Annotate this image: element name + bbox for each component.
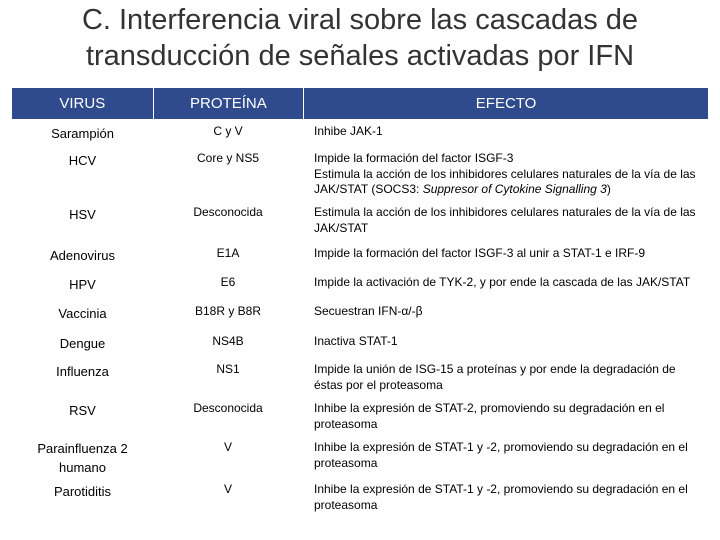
protein-cell: NS1 <box>216 362 240 376</box>
table-row <box>12 398 708 437</box>
header-protein: PROTEÍNA <box>154 88 305 119</box>
effect-cell: Secuestran IFN-α/-β <box>314 304 423 318</box>
header-virus: VIRUS <box>12 88 154 119</box>
table-row <box>12 243 708 272</box>
slide-title <box>0 2 720 74</box>
viral-interference-table <box>12 88 708 519</box>
virus-cell: HSV <box>69 207 96 222</box>
protein-cell: C y V <box>213 124 243 138</box>
protein-cell: Core y NS5 <box>196 151 260 165</box>
virus-cell: Influenza <box>56 364 109 379</box>
virus-cell: Parainfluenza 2 humano <box>37 441 128 475</box>
effect-cell: Inactiva STAT-1 <box>314 334 398 348</box>
protein-cell: NS4B <box>212 334 244 348</box>
virus-cell: HPV <box>69 277 96 292</box>
effect-italic: Suppresor of Cytokine Signalling 3 <box>422 182 607 196</box>
title-line-1: C. Interferencia viral sobre las cascadas de <box>81 4 639 36</box>
effect-cell: Estimula la acción de los inhibidores celulares naturales de la vía de las JAK/STAT <box>314 205 696 235</box>
protein-cell: E1A <box>216 246 240 260</box>
effect-line: ) <box>606 182 611 196</box>
table-row <box>12 331 708 359</box>
protein-cell: Desconocida <box>193 205 263 219</box>
effect-cell: Inhibe la expresión de STAT-1 y -2, promoviendo su degradación en el proteasoma <box>314 482 688 512</box>
table-row <box>12 437 708 479</box>
effect-cell <box>303 148 708 202</box>
virus-cell: HCV <box>68 153 97 168</box>
effect-cell: Inhibe JAK-1 <box>314 124 383 138</box>
table-row <box>12 359 708 398</box>
protein-cell: E6 <box>220 275 236 289</box>
table-header <box>12 88 708 121</box>
effect-line: Impide la formación del factor ISGF-3 <box>314 151 514 165</box>
virus-cell: RSV <box>69 403 96 418</box>
effect-line: Estimula la acción de los inhibidores celulares naturales de la vía de las JAK/STAT (SOCS3: <box>314 166 696 196</box>
effect-cell: Impide la activación de TYK-2, y por ende la cascada de las JAK/STAT <box>314 275 691 289</box>
protein-cell: Desconocida <box>193 401 263 415</box>
table-row <box>12 479 708 519</box>
virus-cell: Sarampión <box>51 126 114 141</box>
table-row <box>12 202 708 243</box>
virus-cell: Adenovirus <box>49 248 116 263</box>
effect-cell: Inhibe la expresión de STAT-1 y -2, promoviendo su degradación en el proteasoma <box>314 440 688 470</box>
virus-cell: Vaccinia <box>58 306 107 321</box>
table-row <box>12 121 708 148</box>
effect-cell: Inhibe la expresión de STAT-2, promoviendo su degradación en el proteasoma <box>314 401 665 431</box>
table-row <box>12 272 708 301</box>
table-row <box>12 301 708 331</box>
virus-cell: Parotiditis <box>53 484 112 499</box>
header-effect: EFECTO <box>475 95 537 112</box>
protein-cell: V <box>223 440 232 454</box>
virus-cell: Dengue <box>59 336 106 351</box>
protein-cell: B18R y B8R <box>194 304 262 318</box>
protein-cell: V <box>223 482 232 496</box>
effect-cell: Impide la unión de ISG-15 a proteínas y por ende la degradación de éstas por el proteasoma <box>314 362 676 392</box>
title-line-2: transducción de señales activadas por IFN <box>85 40 635 72</box>
effect-cell: Impide la formación del factor ISGF-3 al unir a STAT-1 e IRF-9 <box>314 246 646 260</box>
table-row <box>12 148 708 202</box>
